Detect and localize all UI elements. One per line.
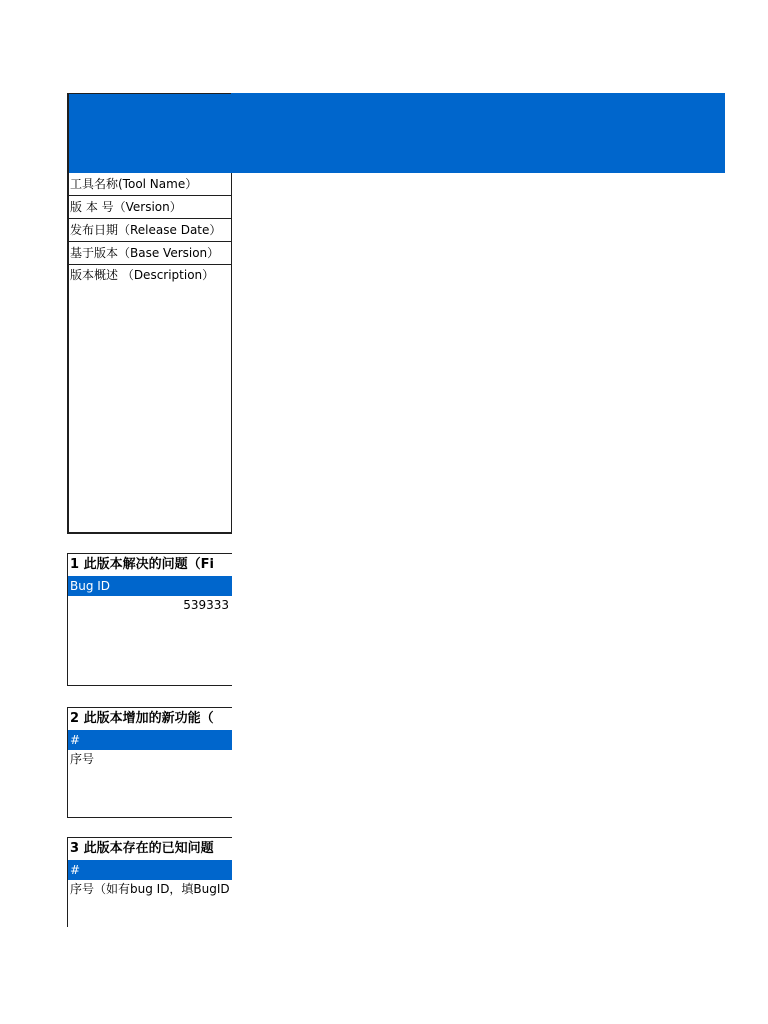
table-cell: 序号 <box>70 752 95 766</box>
header-band-left <box>67 93 231 173</box>
release-date-label: 发布日期（Release Date） <box>69 219 231 242</box>
info-table <box>67 173 232 534</box>
section-known-issues <box>67 837 232 927</box>
table-cell: 序号（如有bug ID，填BugID <box>70 882 230 896</box>
header-band <box>67 93 725 173</box>
tool-name-label: 工具名称(Tool Name） <box>69 173 231 196</box>
section-new-features <box>67 707 232 818</box>
column-header-number: # <box>68 860 232 880</box>
table-cell: 539333 <box>183 598 229 612</box>
base-version-label: 基于版本（Base Version） <box>69 242 231 265</box>
section-fixed-issues <box>67 553 232 686</box>
header-band-right <box>231 93 725 173</box>
description-label: 版本概述 （Description） <box>70 268 215 282</box>
column-header-number: # <box>68 730 232 750</box>
section-title: 3 此版本存在的已知问题 <box>70 841 214 856</box>
version-label: 版 本 号（Version） <box>69 196 231 219</box>
section-title: 1 此版本解决的问题（Fi <box>70 557 214 572</box>
column-header-bug-id: Bug ID <box>68 576 232 596</box>
section-title: 2 此版本增加的新功能（ <box>70 711 214 726</box>
